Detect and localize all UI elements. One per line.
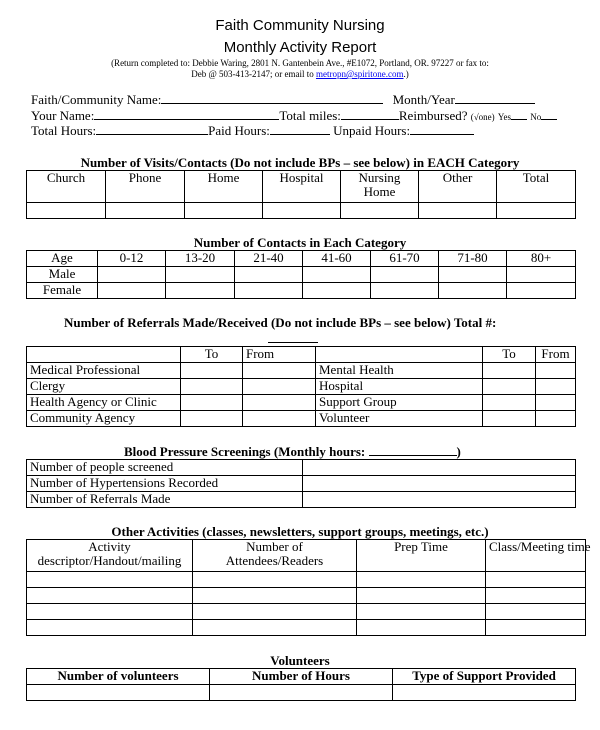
your-name-label: Your Name: [31,108,95,123]
unpaid-hours-label: Unpaid Hours: [333,123,411,138]
community-agency-label: Community Agency [27,411,181,427]
female-label: Female [27,283,98,299]
other-header-row [27,540,586,572]
table-cell[interactable] [486,572,586,588]
table-cell[interactable] [357,620,486,636]
table-cell[interactable] [507,283,576,299]
table-cell[interactable] [235,283,303,299]
volunteers-title: Volunteers [270,653,330,668]
table-cell[interactable] [483,379,536,395]
table-cell[interactable] [27,572,193,588]
total-miles-field[interactable] [341,108,399,120]
table-cell[interactable] [303,460,576,476]
table-cell[interactable] [486,620,586,636]
bp-title-text: Blood Pressure Screenings (Monthly hours: [124,444,366,459]
bp-title: Blood Pressure Screenings (Monthly hours: ) [124,444,461,459]
your-name-field[interactable] [94,108,279,120]
form-subtitle: Monthly Activity Report [223,39,377,56]
table-cell[interactable] [536,411,576,427]
referrals-table [26,346,576,427]
nursing-home-label: Home [363,184,396,199]
age-80-plus-header: 80+ [507,251,576,267]
table-cell[interactable] [193,604,357,620]
table-cell[interactable] [181,363,243,379]
class-meeting-time-header: Class/Meeting time [486,540,586,572]
age-41-60-header: 41-60 [303,251,371,267]
activity-label: Activity [88,539,131,554]
yes-label: Yes [497,112,512,122]
table-cell[interactable] [371,283,439,299]
people-screened-label: Number of people screened [27,460,303,476]
blank-cell [316,347,483,363]
referrals-from-header: From [243,347,316,363]
volunteers-header-row [27,669,576,685]
paid-hours-label: Paid Hours: [208,123,270,138]
unpaid-hours-field[interactable] [410,123,474,135]
table-row [27,604,586,620]
table-row [27,363,576,379]
visits-table [26,170,576,219]
visits-header-church: Church [27,171,106,203]
visits-header-nursing-home [341,171,419,203]
table-cell[interactable] [357,604,486,620]
bp-table [26,459,576,508]
table-cell[interactable] [27,588,193,604]
yes-field[interactable] [511,111,527,120]
visits-title: Number of Visits/Contacts (Do not include BPs – see below) in EACH Category [80,155,520,170]
referrals-from-header-2: From [536,347,576,363]
table-cell[interactable] [243,411,316,427]
form-title: Faith Community Nursing [215,17,385,34]
nursing-label: Nursing [358,170,401,185]
visits-header-phone: Phone [106,171,185,203]
table-row [27,395,576,411]
total-hours-field[interactable] [96,123,208,135]
table-cell[interactable] [181,379,243,395]
table-cell[interactable] [193,572,357,588]
visits-header-total: Total [497,171,576,203]
table-cell[interactable] [243,379,316,395]
month-year-label: Month/Year [392,92,455,107]
hypertensions-label: Number of Hypertensions Recorded [27,476,303,492]
reimbursed-label: Reimbursed? [398,108,468,123]
visits-total-cell[interactable] [497,203,576,219]
volunteer-label: Volunteer [316,411,483,427]
age-61-70-header: 61-70 [371,251,439,267]
table-row [27,460,576,476]
table-row [27,492,576,508]
visits-church-cell[interactable] [27,203,106,219]
table-cell[interactable] [536,379,576,395]
age-0-12-header: 0-12 [98,251,166,267]
table-cell[interactable] [193,620,357,636]
visits-home-cell[interactable] [185,203,263,219]
age-13-20-header: 13-20 [166,251,235,267]
month-year-field[interactable] [455,92,535,104]
faith-community-name-field[interactable] [161,92,383,104]
no-field[interactable] [541,111,557,120]
other-activities-table [26,539,591,636]
table-cell[interactable] [243,363,316,379]
referrals-made-label: Number of Referrals Made [27,492,303,508]
number-of-hours-header: Number of Hours [210,669,393,685]
contact-line [0,69,600,79]
info-line-2 [31,108,557,124]
table-cell[interactable] [303,283,371,299]
check-one-note: (√one) [470,112,495,122]
visits-header-other: Other [419,171,497,203]
table-cell[interactable] [166,267,235,283]
visits-entry-row [27,203,576,219]
table-cell[interactable] [357,588,486,604]
table-cell[interactable] [536,363,576,379]
attendees-readers-label: Attendees/Readers [225,553,324,568]
support-group-label: Support Group [316,395,483,411]
table-cell[interactable] [483,363,536,379]
male-label: Male [27,267,98,283]
table-row [27,379,576,395]
total-miles-label: Total miles: [279,108,341,123]
table-cell[interactable] [27,685,210,701]
other-activities-title: Other Activities (classes, newsletters, support groups, meetings, etc.) [111,524,489,539]
descriptor-label: descriptor/Handout/mailing [37,553,182,568]
bp-hours-field[interactable] [369,444,457,456]
visits-nursing-home-cell[interactable] [341,203,419,219]
age-71-80-header: 71-80 [439,251,507,267]
referrals-total-field[interactable] [268,331,318,343]
referrals-header-row [27,347,576,363]
number-of-label: Number of [246,539,303,554]
table-cell[interactable] [303,492,576,508]
medical-professional-label: Medical Professional [27,363,181,379]
visits-header-hospital: Hospital [263,171,341,203]
table-cell[interactable] [393,685,576,701]
table-cell[interactable] [507,267,576,283]
faith-community-name-label: Faith/Community Name: [31,92,162,107]
contacts-female-row [27,283,576,299]
activity-header [27,540,193,572]
prep-time-header: Prep Time [357,540,486,572]
table-cell[interactable] [303,476,576,492]
age-21-40-header: 21-40 [235,251,303,267]
info-line-3 [31,123,474,139]
blank-cell [27,347,181,363]
table-row [27,588,586,604]
table-cell[interactable] [193,588,357,604]
contacts-header-row [27,251,576,267]
visits-other-cell[interactable] [419,203,497,219]
table-cell[interactable] [166,283,235,299]
table-cell[interactable] [371,267,439,283]
table-cell[interactable] [486,588,586,604]
number-of-volunteers-header: Number of volunteers [27,669,210,685]
visits-header-home: Home [185,171,263,203]
clergy-label: Clergy [27,379,181,395]
hospital-label: Hospital [316,379,483,395]
table-row [27,411,576,427]
visits-hospital-cell[interactable] [263,203,341,219]
total-hours-label: Total Hours: [31,123,97,138]
table-cell[interactable] [357,572,486,588]
age-header: Age [27,251,98,267]
table-cell[interactable] [27,604,193,620]
contacts-table [26,250,576,299]
email-link[interactable]: metropn@spiritone.com [315,69,404,79]
table-cell[interactable] [486,604,586,620]
table-cell[interactable] [98,283,166,299]
table-cell[interactable] [181,411,243,427]
referrals-title: Number of Referrals Made/Received (Do not include BPs – see below) Total #: [64,315,497,330]
table-cell[interactable] [210,685,393,701]
visits-phone-cell[interactable] [106,203,185,219]
contact-suffix: .) [403,69,409,79]
table-cell[interactable] [181,395,243,411]
mental-health-label: Mental Health [316,363,483,379]
table-cell[interactable] [483,411,536,427]
paid-hours-field[interactable] [270,123,330,135]
table-row [27,620,586,636]
table-cell[interactable] [439,283,507,299]
no-label: No [530,112,542,122]
health-agency-label: Health Agency or Clinic [27,395,181,411]
return-instructions: (Return completed to: Debbie Waring, 2801 N. Gantenbein Ave., #E1072, Portland, OR. 97227 or fax to: [111,58,489,68]
table-row [27,572,586,588]
table-cell[interactable] [98,267,166,283]
attendees-header [193,540,357,572]
table-cell[interactable] [235,267,303,283]
table-row [27,685,576,701]
info-line-1 [31,92,535,108]
table-cell[interactable] [303,267,371,283]
table-row [27,476,576,492]
contact-prefix: Deb @ 503-413-2147; or email to [191,69,316,79]
referrals-to-header: To [181,347,243,363]
table-cell[interactable] [243,395,316,411]
type-of-support-header: Type of Support Provided [393,669,576,685]
referrals-to-header-2: To [483,347,536,363]
table-cell[interactable] [536,395,576,411]
volunteers-table [26,668,576,701]
contacts-title: Number of Contacts in Each Category [193,235,407,250]
table-cell[interactable] [439,267,507,283]
table-cell[interactable] [27,620,193,636]
table-cell[interactable] [483,395,536,411]
contacts-male-row [27,267,576,283]
